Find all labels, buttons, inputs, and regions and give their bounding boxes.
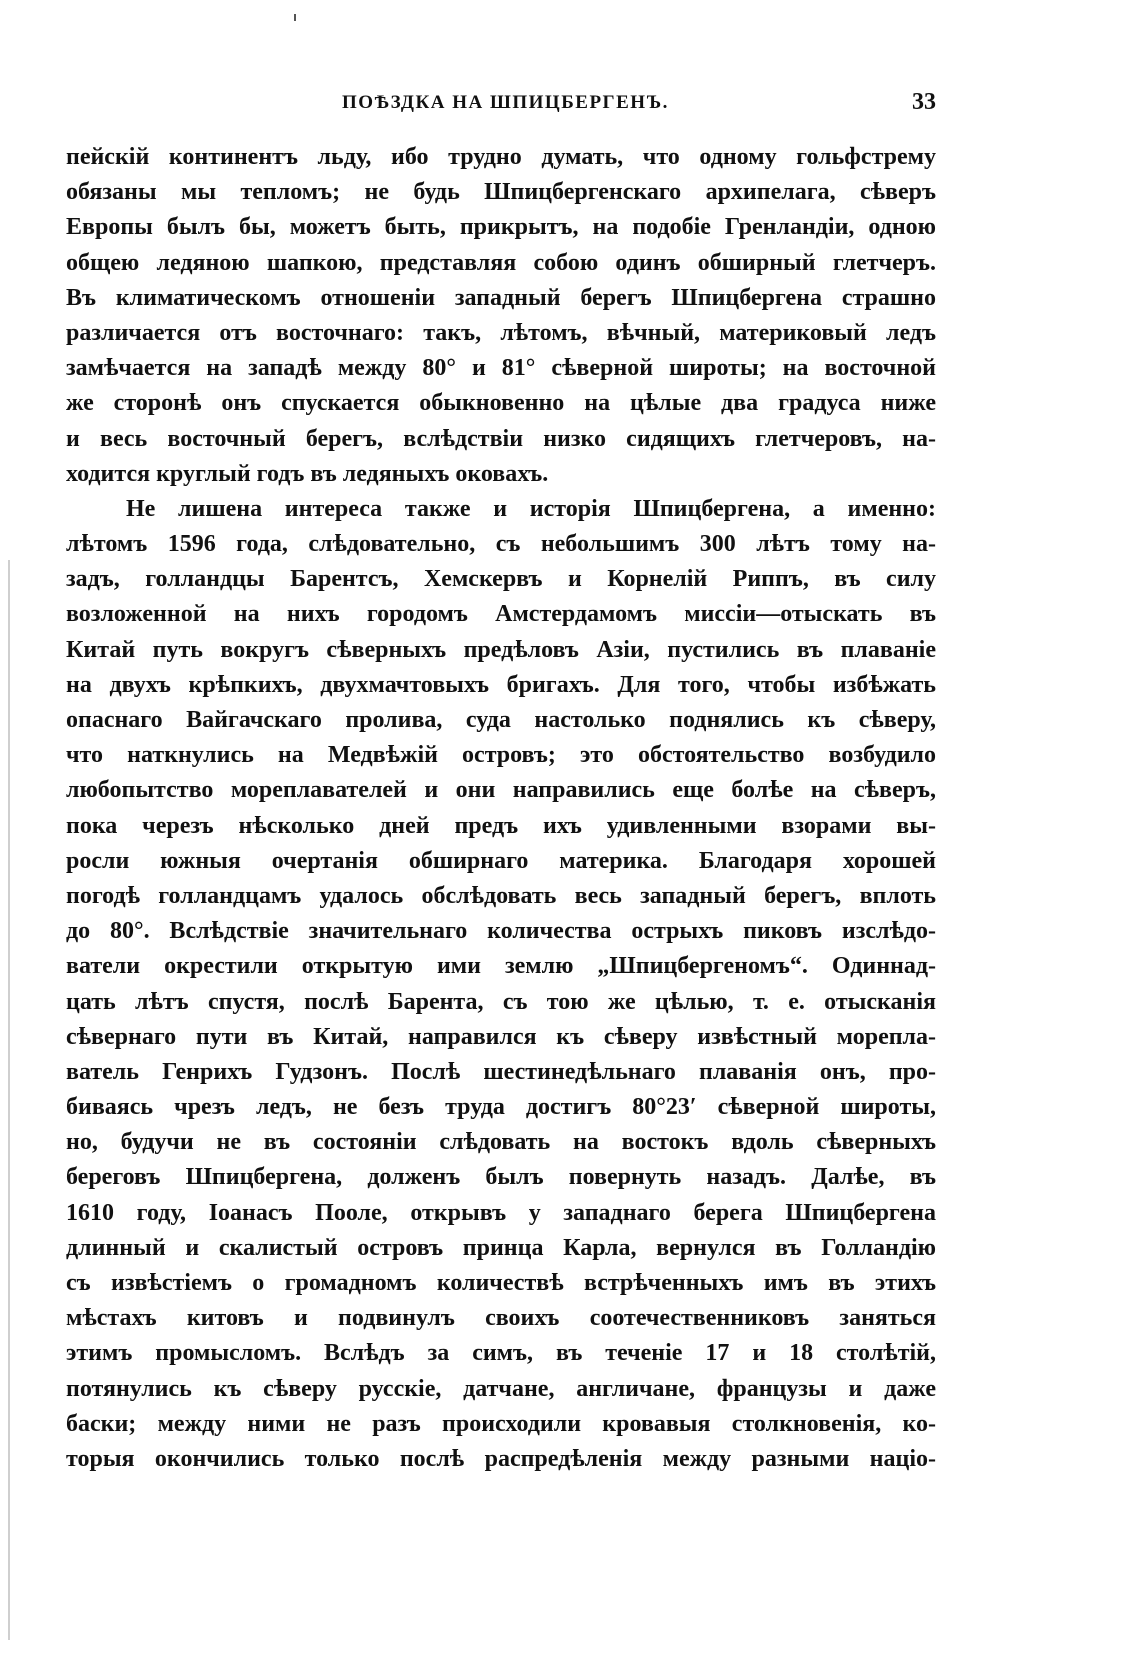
page-header	[66, 89, 936, 122]
text-line: длинный и скалистый островъ принца Карла, вернулся въ Голландію	[66, 1234, 936, 1261]
text-line: этимъ промысломъ. Вслѣдъ за симъ, въ теченіе 17 и 18 столѣтій,	[66, 1340, 936, 1367]
text-line: любопытство мореплавателей и они направились еще болѣе на сѣверъ,	[66, 777, 936, 804]
text-line: общею ледяною шапкою, представляя собою одинъ обширный глетчеръ.	[66, 249, 936, 276]
text-line: обязаны мы тепломъ; не будь Шпицбергенскаго архипелага, сѣверъ	[66, 179, 936, 206]
text-line: но, будучи не въ состояніи слѣдовать на востокъ вдоль сѣверныхъ	[66, 1129, 936, 1156]
body-text	[66, 140, 936, 1477]
text-line: мѣстахъ китовъ и подвинулъ своихъ соотечественниковъ заняться	[66, 1305, 936, 1332]
text-line: пока черезъ нѣсколько дней предъ ихъ удивленными взорами вы-	[66, 812, 936, 839]
text-line-paragraph-start: Не лишена интереса также и исторія Шпицбергена, а именно:	[126, 495, 936, 522]
text-line: что наткнулись на Медвѣжій островъ; это обстоятельство возбудило	[66, 742, 936, 769]
text-line: погодѣ голландцамъ удалось обслѣдовать весь западный берегъ, вплоть	[66, 882, 936, 909]
text-line: возложенной на нихъ городомъ Амстердамомъ миссіи—отыскать въ	[66, 601, 936, 628]
text-line: береговъ Шпицбергена, долженъ былъ повернуть назадъ. Далѣе, въ	[66, 1164, 936, 1191]
text-line: различается отъ восточнаго: такъ, лѣтомъ, вѣчный, материковый ледъ	[66, 319, 936, 346]
text-line: ватель Генрихъ Гудзонъ. Послѣ шестинедѣльнаго плаванія онъ, про-	[66, 1058, 936, 1085]
text-line: потянулись къ сѣверу русскіе, датчане, англичане, французы и даже	[66, 1375, 936, 1402]
text-line: лѣтомъ 1596 года, слѣдовательно, съ небольшимъ 300 лѣтъ тому на-	[66, 531, 936, 558]
text-line: торыя окончились только послѣ распредѣленія между разными націо-	[66, 1445, 936, 1472]
text-line-paragraph-end: ходится круглый годъ въ ледяныхъ оковахъ.	[66, 460, 549, 487]
text-line: Европы былъ бы, можетъ быть, прикрытъ, на подобіе Гренландіи, одною	[66, 214, 936, 241]
text-line: же сторонѣ онъ спускается обыкновенно на цѣлые два градуса ниже	[66, 390, 936, 417]
text-line: и весь восточный берегъ, вслѣдствіи низко сидящихъ глетчеровъ, на-	[66, 425, 936, 452]
text-line: биваясь чрезъ ледъ, не безъ труда достигъ 80°23′ сѣверной широты,	[66, 1094, 936, 1121]
text-line: цать лѣтъ спустя, послѣ Барента, съ тою же цѣлью, т. е. отысканія	[66, 988, 936, 1015]
text-line: съ извѣстіемъ о громадномъ количествѣ встрѣченныхъ имъ въ этихъ	[66, 1270, 936, 1296]
text-line: задъ, голландцы Барентсъ, Хемскервъ и Корнелій Риппъ, въ силу	[66, 566, 936, 593]
page-number: 33	[912, 89, 936, 115]
text-line: росли южныя очертанія обширнаго материка. Благодаря хорошей	[66, 847, 936, 874]
text-line: на двухъ крѣпкихъ, двухмачтовыхъ бригахъ. Для того, чтобы избѣжать	[66, 671, 936, 698]
page-margin-shadow	[8, 560, 10, 1640]
running-title: ПОѢЗДКА НА ШПИЦБЕРГЕНЪ.	[342, 92, 669, 113]
text-line: ватели окрестили открытую ими землю „Шпицбергеномъ“. Одиннад-	[66, 953, 936, 980]
text-line: баски; между ними не разъ происходили кровавыя столкновенія, ко-	[66, 1410, 936, 1437]
text-line: Китай путь вокругъ сѣверныхъ предѣловъ Азіи, пустились въ плаваніе	[66, 636, 936, 663]
scan-speck	[294, 14, 296, 21]
text-line: опаснаго Вайгачскаго пролива, суда настолько поднялись къ сѣверу,	[66, 707, 936, 733]
text-line: 1610 году, Іоанасъ Пооле, открывъ у западнаго берега Шпицбергена	[66, 1199, 936, 1226]
text-line: пейскій континентъ льду, ибо трудно думать, что одному гольфстрему	[66, 144, 936, 170]
text-line: до 80°. Вслѣдствіе значительнаго количества острыхъ пиковъ изслѣдо-	[66, 918, 936, 945]
text-line: замѣчается на западѣ между 80° и 81° сѣверной широты; на восточной	[66, 355, 936, 382]
text-line: Въ климатическомъ отношеніи западный берегъ Шпицбергена страшно	[66, 284, 936, 311]
text-line: сѣвернаго пути въ Китай, направился къ сѣверу извѣстный морепла-	[66, 1023, 936, 1050]
